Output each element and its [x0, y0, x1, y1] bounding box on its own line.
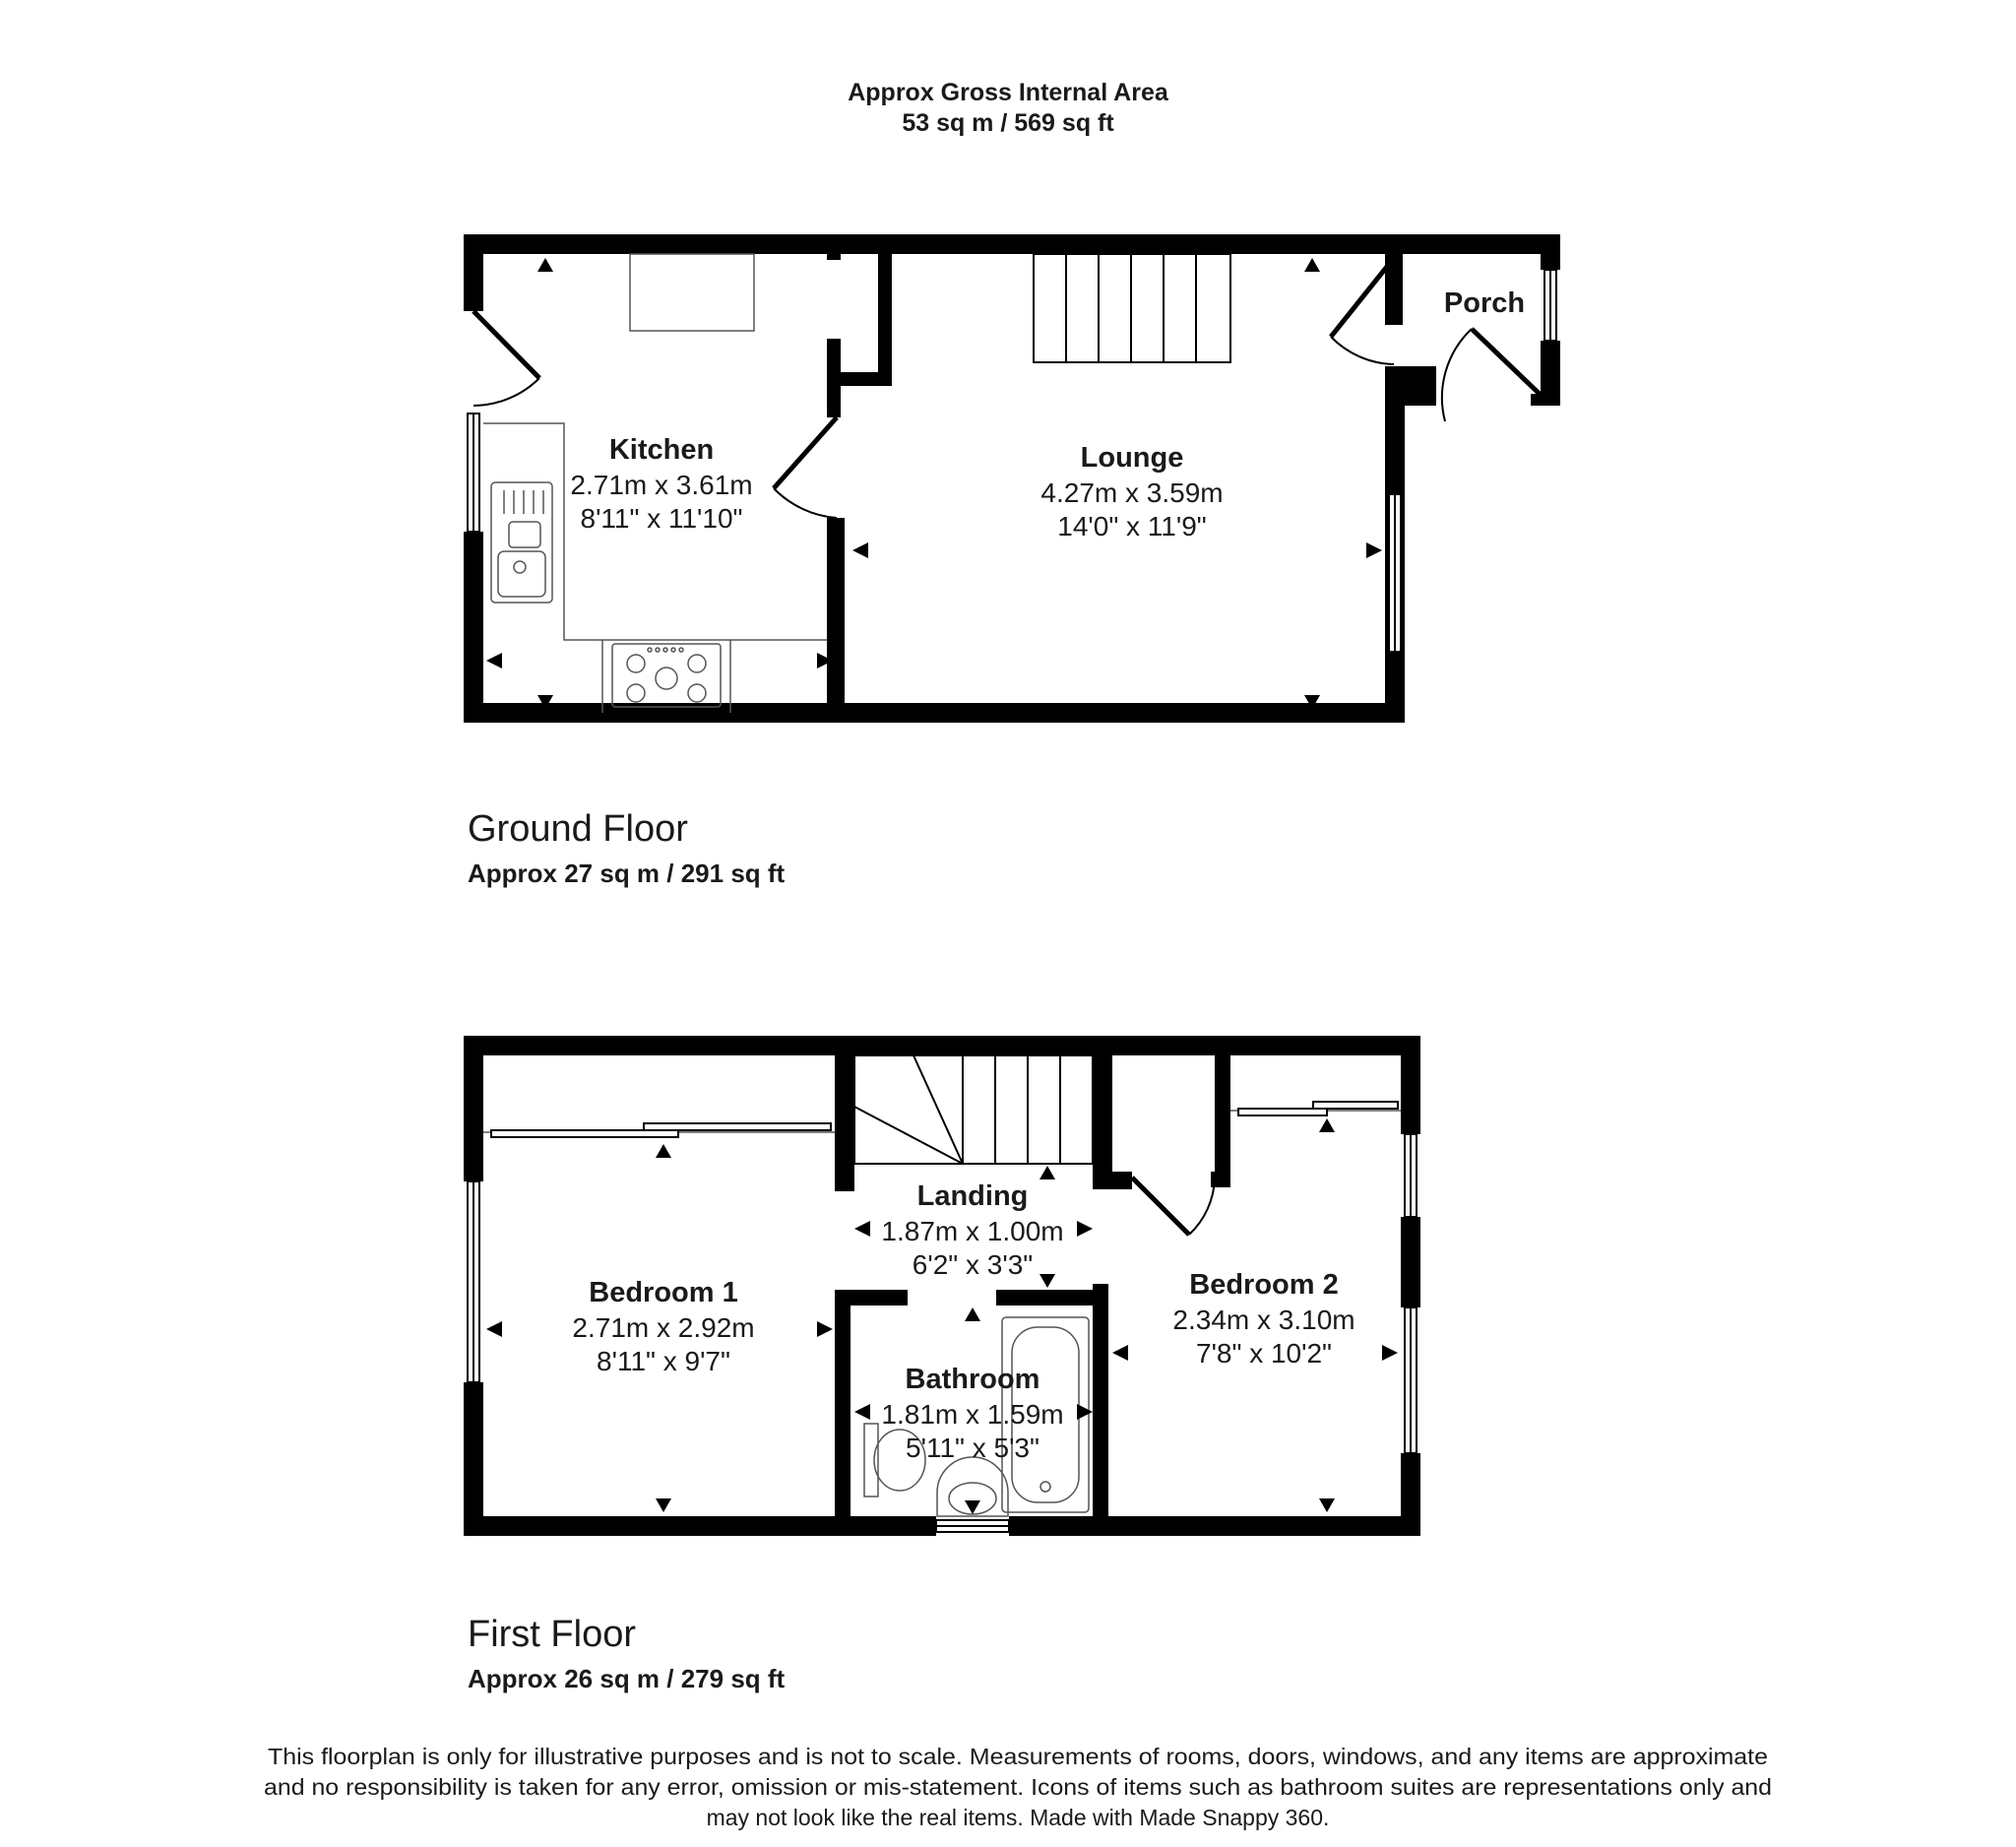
- door-swing: [473, 378, 539, 406]
- wall: [464, 1382, 483, 1536]
- bathroom-imperial: 5'11" x 5'3": [906, 1433, 1040, 1463]
- sink-bowl: [509, 522, 540, 547]
- measure-arrow: [1040, 1274, 1055, 1288]
- wardrobe-rail: [491, 1130, 678, 1137]
- measure-arrow: [656, 1144, 671, 1158]
- wall: [827, 234, 841, 260]
- door-swing: [1331, 337, 1394, 364]
- measure-arrow: [1077, 1221, 1093, 1237]
- wardrobe-rail: [1313, 1102, 1398, 1109]
- wall: [1541, 234, 1560, 270]
- wall: [878, 234, 892, 386]
- wall: [1385, 234, 1403, 325]
- door-swing: [774, 488, 837, 518]
- measure-arrow: [1112, 1345, 1128, 1361]
- wall: [1093, 1036, 1112, 1189]
- measure-arrow: [1319, 1498, 1335, 1512]
- measure-arrow: [537, 258, 553, 272]
- wall: [1401, 1036, 1420, 1134]
- porch-label: Porch: [1443, 287, 1526, 319]
- stair-winder: [914, 1055, 963, 1164]
- hob-controls: [648, 648, 683, 652]
- ground-floor-plan: [464, 234, 1560, 723]
- measure-arrow: [1366, 542, 1382, 558]
- measure-arrow: [854, 1221, 870, 1237]
- lounge-imperial: 14'0" x 11'9": [1057, 511, 1207, 541]
- extractor-hood: [630, 254, 754, 331]
- hob-ring: [688, 655, 706, 672]
- measure-arrow: [1319, 1118, 1335, 1132]
- disclaimer-line: may not look like the real items. Made with Made Snappy 360.: [706, 1805, 1330, 1830]
- hob-ring: [688, 684, 706, 702]
- measure-arrow: [486, 1321, 502, 1337]
- wall: [827, 518, 845, 723]
- kitchen-back-door: [473, 311, 539, 378]
- kitchen-metric: 2.71m x 3.61m: [570, 470, 753, 500]
- porch-inner-door: [1331, 258, 1394, 337]
- porch-front-door: [1472, 329, 1544, 398]
- measure-arrow: [817, 1321, 833, 1337]
- bedroom1-imperial: 8'11" x 9'7": [597, 1346, 730, 1376]
- hob-ring: [627, 684, 645, 702]
- measure-arrow: [852, 542, 868, 558]
- measure-arrow: [965, 1307, 980, 1321]
- wall: [996, 1290, 1106, 1306]
- wall: [1215, 1036, 1230, 1183]
- wall: [835, 1036, 854, 1191]
- wall: [1531, 394, 1560, 406]
- first-floor-plan: [464, 1036, 1420, 1536]
- wall: [1401, 1453, 1420, 1536]
- measure-arrow: [1040, 1166, 1055, 1179]
- kitchen-imperial: 8'11" x 11'10": [580, 503, 743, 534]
- bathroom-metric: 1.81m x 1.59m: [881, 1399, 1064, 1430]
- bedroom1-label: Bedroom 1: [589, 1277, 738, 1308]
- bedroom2-label: Bedroom 2: [1189, 1269, 1339, 1301]
- bedroom2-imperial: 7'8" x 10'2": [1196, 1338, 1332, 1369]
- ground-floor-area: Approx 27 sq m / 291 sq ft: [468, 859, 786, 888]
- bathroom-label: Bathroom: [905, 1364, 1040, 1395]
- landing-imperial: 6'2" x 3'3": [912, 1249, 1034, 1280]
- landing-metric: 1.87m x 1.00m: [881, 1216, 1064, 1246]
- bedroom2-door: [1132, 1178, 1189, 1235]
- kitchen-label: Kitchen: [608, 434, 715, 466]
- measure-arrow: [486, 653, 502, 669]
- wall: [464, 532, 483, 723]
- wall: [1093, 1172, 1132, 1189]
- sink-bowl: [498, 551, 545, 597]
- wall: [835, 1290, 908, 1306]
- measure-arrow: [1304, 258, 1320, 272]
- stairs: [854, 1055, 1093, 1164]
- wall: [1009, 1516, 1420, 1536]
- first-floor-title: First Floor: [468, 1614, 636, 1655]
- door-swing: [1442, 329, 1472, 421]
- lounge-metric: 4.27m x 3.59m: [1040, 478, 1224, 508]
- toilet-cistern: [864, 1424, 878, 1497]
- wall: [464, 703, 1405, 723]
- measure-arrow: [1382, 1345, 1398, 1361]
- hob-ring: [656, 668, 677, 689]
- wall: [464, 1516, 936, 1536]
- stair-winder: [854, 1107, 963, 1164]
- measure-arrow: [1077, 1404, 1093, 1420]
- wall: [464, 234, 483, 311]
- measure-arrow: [965, 1500, 980, 1514]
- wall: [464, 1036, 483, 1181]
- bedroom1-metric: 2.71m x 2.92m: [572, 1312, 755, 1343]
- first-floor-area: Approx 26 sq m / 279 sq ft: [468, 1664, 786, 1693]
- bedroom2-metric: 2.34m x 3.10m: [1172, 1305, 1355, 1335]
- gross-area-title: Approx Gross Internal Area: [848, 79, 1168, 106]
- wall: [835, 1290, 850, 1536]
- measure-arrow: [656, 1498, 671, 1512]
- tap: [514, 561, 526, 573]
- wardrobe-rail: [1238, 1109, 1327, 1115]
- bath-drain: [1040, 1482, 1050, 1492]
- wall: [1401, 1217, 1420, 1307]
- hob-ring: [627, 655, 645, 672]
- measure-arrow: [854, 1404, 870, 1420]
- disclaimer-line: This floorplan is only for illustrative purposes and is not to scale. Measurements of rooms, doors, windows, and any items are approximate: [268, 1744, 1768, 1769]
- wall: [1385, 366, 1436, 406]
- landing-label: Landing: [916, 1180, 1029, 1212]
- wall: [464, 1036, 1420, 1055]
- wall: [1093, 1284, 1108, 1536]
- ground-floor-title: Ground Floor: [468, 808, 688, 850]
- lounge-label: Lounge: [1080, 442, 1184, 474]
- gross-area-value: 53 sq m / 569 sq ft: [902, 109, 1114, 137]
- disclaimer-line: and no responsibility is taken for any error, omission or mis-statement. Icons of items such as bathroom suites are representations only and: [264, 1774, 1772, 1800]
- wardrobe-rail: [644, 1123, 831, 1130]
- kitchen-lounge-door: [774, 417, 837, 488]
